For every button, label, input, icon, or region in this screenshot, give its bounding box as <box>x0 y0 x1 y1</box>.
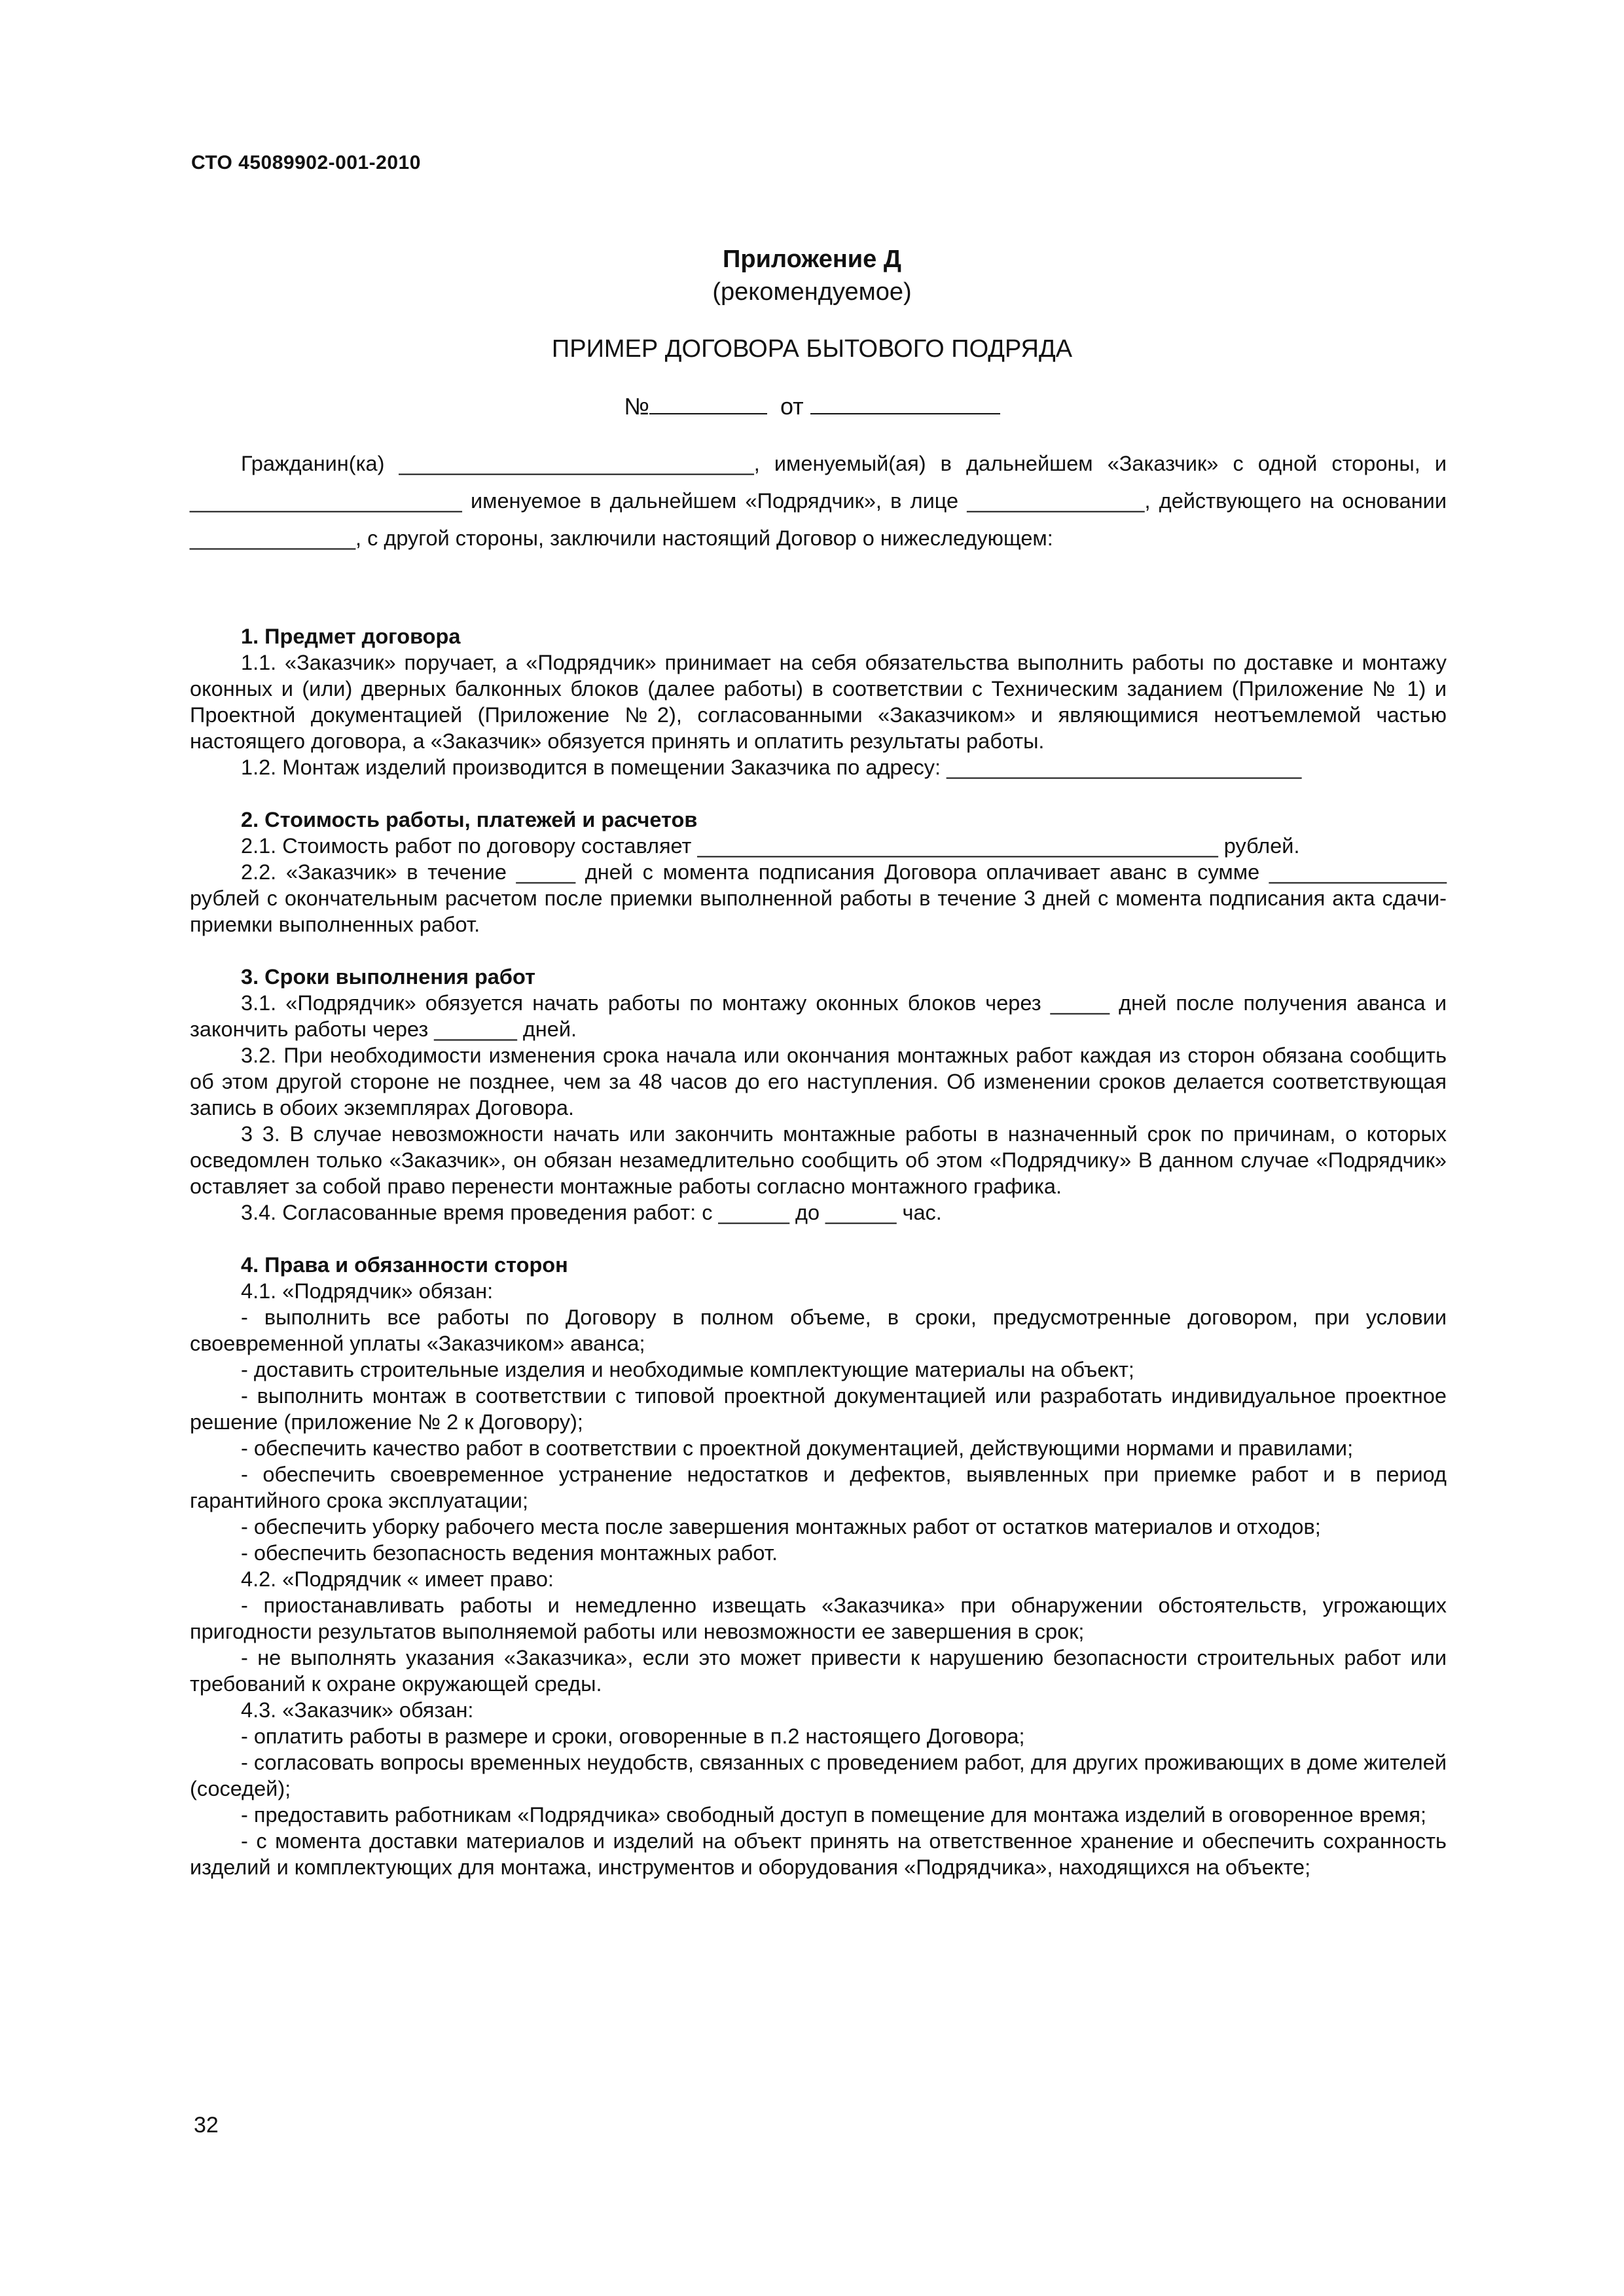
list-item: - обеспечить безопасность ведения монтажных работ. <box>241 1541 778 1565</box>
document-code: СТО 45089902-001-2010 <box>191 152 421 173</box>
clause-1-1: 1.1. «Заказчик» поручает, а «Подрядчик» принимает на себя обязательства выполнить работы по доставке и монтажу оконных и (или) дверных балконных блоков (далее работы) в соответствии с Техническим заданием (Приложение № 1) и Проектной документацией (Приложение №2), согласованными «Заказчиком» и являющимися неотъемлемой частью настоящего договора, а «Заказчик» обязуется принять и оплатить результаты работы. <box>190 651 1447 753</box>
date-label: от <box>780 393 804 420</box>
intro-paragraph: Гражданин(ка) ______________________________, именуемый(ая) в дальнейшем «Заказчик» с одной стороны, и _______________________ именуемое в дальнейшем «Подрядчик», в лице _______________, действующего на основании ______________, с другой стороны, заключили настоящий Договор о нижеследующем: <box>190 452 1447 550</box>
section-1-heading: 1. Предмет договора <box>241 625 461 648</box>
document-title: ПРИМЕР ДОГОВОРА БЫТОВОГО ПОДРЯДА <box>551 335 1073 363</box>
contract-number-line <box>0 393 1624 420</box>
clause-4-3: 4.3. «Заказчик» обязан: <box>241 1698 474 1722</box>
list-item: - приостанавливать работы и немедленно извещать «Заказчика» при обнаружении обстоятельств, угрожающих пригодности результатов выполняемой работы или невозможности ее завершения в срок; <box>190 1594 1447 1643</box>
list-item: - выполнить все работы по Договору в полном объеме, в сроки, предусмотренные договором, при условии своевременной уплаты «Заказчиком» аванса; <box>190 1305 1447 1355</box>
clause-2-1: 2.1. Стоимость работ по договору составляет ____________________________________________ рублей. <box>241 834 1300 858</box>
list-item: - выполнить монтаж в соответствии с типовой проектной документацией или разработать индивидуальное проектное решение (приложение № 2 к Договору); <box>190 1384 1447 1434</box>
section-3-heading: 3. Сроки выполнения работ <box>241 965 535 989</box>
clause-4-2: 4.2. «Подрядчик « имеет право: <box>241 1567 554 1591</box>
list-item: - обеспечить качество работ в соответствии с проектной документацией, действующими нормами и правилами; <box>241 1436 1354 1460</box>
appendix-subtitle: (рекомендуемое) <box>712 278 912 306</box>
clause-3-2: 3.2. При необходимости изменения срока начала или окончания монтажных работ каждая из сторон обязана сообщить об этом другой стороне не позднее, чем за 48 часов до его наступления. Об изменении сроков делается соответствующая запись в обоих экземплярах Договора. <box>190 1044 1447 1120</box>
clause-2-2: 2.2. «Заказчик» в течение _____ дней с момента подписания Договора оплачивает аванс в сумме _______________ рублей с окончательным расчетом после приемки выполненной работы в течение 3 дней с момента подписания акта сдачи-приемки выполненных работ. <box>190 860 1447 936</box>
list-item: - не выполнять указания «Заказчика», если это может привести к нарушению безопасности строительных работ или требований к охране окружающей среды. <box>190 1646 1447 1696</box>
contract-body <box>190 623 1447 1880</box>
clause-1-2: 1.2. Монтаж изделий производится в помещении Заказчика по адресу: ______________________________ <box>241 756 1302 779</box>
list-item: - предоставить работникам «Подрядчика» свободный доступ в помещение для монтажа изделий в оговоренное время; <box>241 1803 1427 1827</box>
clause-4-1: 4.1. «Подрядчик» обязан: <box>241 1279 494 1303</box>
section-2-heading: 2. Стоимость работы, платежей и расчетов <box>241 808 698 831</box>
number-label: № <box>624 393 649 420</box>
intro-block <box>190 445 1447 557</box>
list-item: - обеспечить своевременное устранение недостатков и дефектов, выявленных при приемке работ и в период гарантийного срока эксплуатации; <box>190 1463 1447 1512</box>
page-number: 32 <box>194 2113 219 2138</box>
section-4-heading: 4. Права и обязанности сторон <box>241 1253 568 1277</box>
list-item: - доставить строительные изделия и необходимые комплектующие материалы на объект; <box>241 1358 1134 1381</box>
number-blank <box>649 393 767 414</box>
clause-3-1: 3.1. «Подрядчик» обязуется начать работы по монтажу оконных блоков через _____ дней после получения аванса и закончить работы через _______ дней. <box>190 991 1447 1041</box>
list-item: - оплатить работы в размере и сроки, оговоренные в п.2 настоящего Договора; <box>241 1724 1025 1748</box>
list-item: - с момента доставки материалов и изделий на объект принять на ответственное хранение и обеспечить сохранность изделий и комплектующих для монтажа, инструментов и оборудования «Подрядчика», находящихся на объекте; <box>190 1829 1447 1879</box>
list-item: - согласовать вопросы временных неудобств, связанных с проведением работ, для других проживающих в доме жителей (соседей); <box>190 1751 1447 1800</box>
clause-3-3: 3 3. В случае невозможности начать или закончить монтажные работы в назначенный срок по причинам, о которых осведомлен только «Заказчик», он обязан незамедлительно сообщить об этом «Подрядчику» В данном случае «Подрядчик» оставляет за собой право перенести монтажные работы согласно монтажного графика. <box>190 1122 1447 1198</box>
date-blank <box>810 393 1000 414</box>
appendix-title: Приложение Д <box>723 246 901 273</box>
clause-3-4: 3.4. Согласованные время проведения работ: с ______ до ______ час. <box>241 1201 942 1224</box>
list-item: - обеспечить уборку рабочего места после завершения монтажных работ от остатков материалов и отходов; <box>241 1515 1321 1539</box>
